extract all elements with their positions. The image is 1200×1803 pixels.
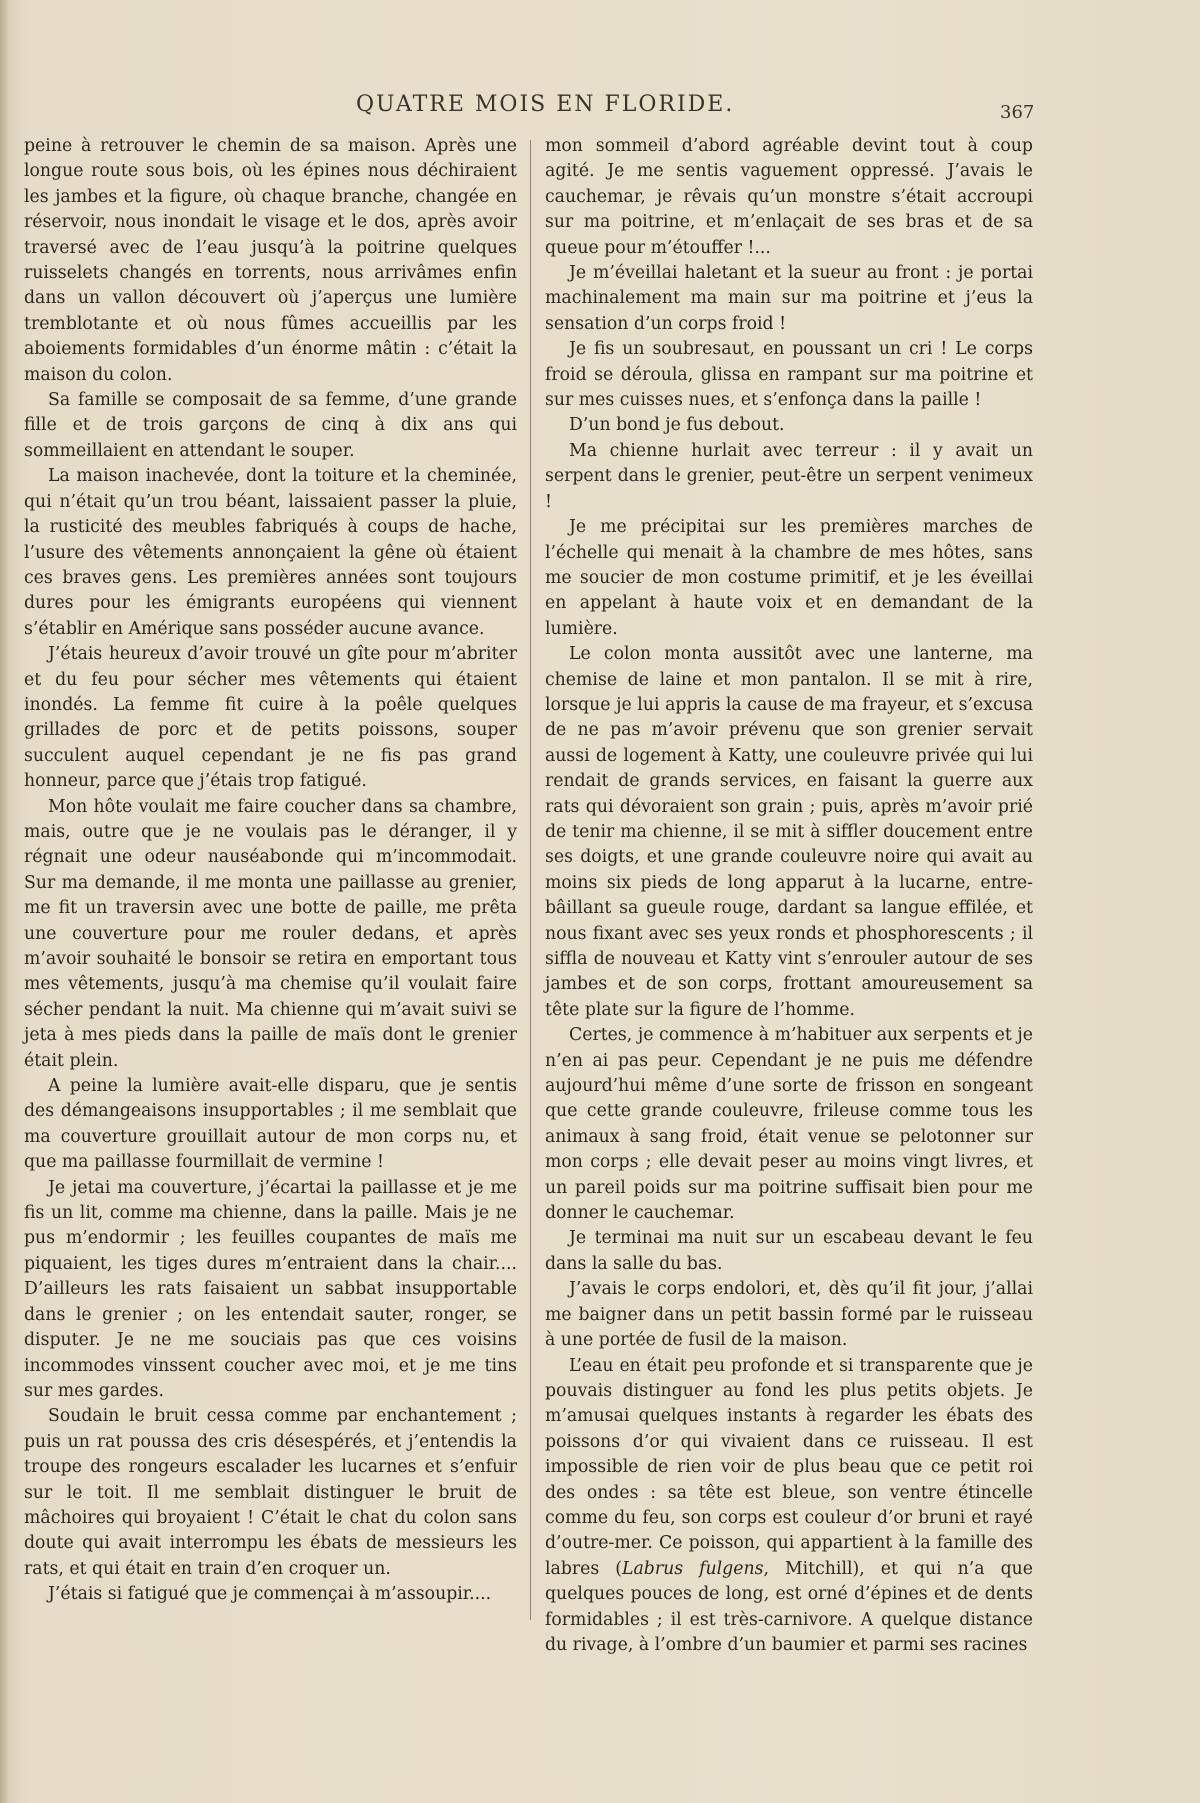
- paragraph: D’un bond je fus debout.: [569, 415, 785, 436]
- paragraph: La maison inachevée, dont la toiture et la cheminée, qui n’était qu’un trou béant, laissaient passer la pluie, la rusticité des meubles fabriqués à coups de hache, l’usure des vêtements annonçaient la gêne où étaient ces braves gens. Les premières années sont toujours dures pour les émigrants européens qui viennent s’établir en Amérique sans posséder aucune avance.: [24, 466, 517, 639]
- paragraph: Soudain le bruit cessa comme par enchantement ; puis un rat poussa des cris désespérés, et j’entendis la troupe des rongeurs escalader les lucarnes et s’enfuir sur le toit. Il me semblait distinguer le bruit de mâchoires qui broyaient ! C’était le chat du colon sans doute qui avait interrompu les ébats de messieurs les rats, et qui était en train d’en croquer un.: [24, 1406, 517, 1579]
- right-column: [545, 134, 1033, 1658]
- page-number: 367: [1000, 102, 1035, 123]
- paragraph: J’étais heureux d’avoir trouvé un gîte pour m’abriter et du feu pour sécher mes vêtements qui étaient inondés. La femme fit cuire à la poêle quelques grillades de porc et de petits poissons, souper succulent auquel cependant je ne fis pas grand honneur, parce que j’étais trop fatigué.: [24, 644, 517, 792]
- text-run: L’eau en était peu profonde et si transparente que je pouvais distinguer au fond les plus petits objets. Je m’amusai quelques instants à regarder les ébats des poissons d’or qui vivaient dans ce ruisseau. Il est impossible de rien voir de plus beau que ce petit roi des ondes : sa tête est bleue, son ventre étincelle comme du feu, son corps est couleur d’or bruni et rayé d’outre-mer. Ce poisson, qui appartient à la famille des labres (: [545, 1355, 1033, 1579]
- paragraph: Ma chienne hurlait avec terreur : il y avait un serpent dans le grenier, peut-être un serpent venimeux !: [545, 440, 1033, 512]
- paragraph: J’avais le corps endolori, et, dès qu’il fit jour, j’allai me baigner dans un petit bassin formé par le ruisseau à une portée de fusil de la maison.: [545, 1279, 1033, 1351]
- paragraph: Je jetai ma couverture, j’écartai la paillasse et je me fis un lit, comme ma chienne, dans la paille. Mais je ne pus m’endormir ; les feuilles coupantes de maïs me piquaient, les tiges dures m’entraient dans la chair.... D’ailleurs les rats faisaient un sabbat insupportable dans le grenier ; on les entendait sauter, ronger, se disputer. Je ne me souciais pas que ces voisins incommodes vinssent coucher avec moi, et je me tins sur mes gardes.: [24, 1177, 517, 1401]
- paragraph: Je m’éveillai haletant et la sueur au front : je portai machinalement ma main sur ma poitrine et j’eus la sensation d’un corps froid !: [545, 263, 1033, 334]
- paragraph: peine à retrouver le chemin de sa maison. Après une longue route sous bois, où les épines nous déchiraient les jambes et la figure, où chaque branche, changée en réservoir, nous inondait le visage et le dos, après avoir traversé avec de l’eau jusqu’à la poitrine quelques ruisselets changés en torrents, nous arrivâmes enfin dans un vallon découvert où j’aperçus une lumière tremblotante et où nous fûmes accueillis par les aboiements formidables d’un énorme mâtin : c’était la maison du colon.: [24, 136, 517, 385]
- paragraph: Le colon monta aussitôt avec une lanterne, ma chemise de laine et mon pantalon. Il se mit à rire, lorsque je lui appris la cause de ma frayeur, et s’excusa de ne pas m’avoir prévenu que son grenier servait aussi de logement à Katty, une couleuvre privée qui lui rendait de grands services, en faisant la guerre aux rats qui dévoraient son grain ; puis, après m’avoir prié de tenir ma chienne, il se mit à siffler doucement entre ses doigts, et une grande couleuvre noire qui avait au moins six pieds de long apparut à la lucarne, entre-bâillant sa gueule rouge, dardant sa langue effilée, et nous fixant avec ses yeux ronds et phosphorescents ; il siffla de nouveau et Katty vint s’enrouler autour de ses jambes et de son corps, frottant amoureusement sa tête plate sur la figure de l’homme.: [545, 644, 1033, 1020]
- page-spine-edge: [0, 0, 8, 1803]
- column-divider: [530, 140, 531, 1620]
- paragraph: A peine la lumière avait-elle disparu, que je sentis des démangeaisons insupportables ; il me semblait que ma couverture grouillait autour de mon corps nu, et que ma paillasse fourmillait de vermine !: [24, 1076, 517, 1173]
- paragraph: Je terminai ma nuit sur un escabeau devant le feu dans la salle du bas.: [545, 1228, 1033, 1274]
- paragraph: J’étais si fatigué que je commençai à m’assoupir....: [48, 1584, 492, 1605]
- paragraph: Je fis un soubresaut, en poussant un cri ! Le corps froid se déroula, glissa en rampant sur ma poitrine et sur mes cuisses nues, et s’enfonça dans la paille !: [545, 339, 1033, 411]
- paragraph: Certes, je commence à m’habituer aux serpents et je n’en ai pas peur. Cependant je ne puis me défendre aujourd’hui même d’une sorte de frisson en songeant que cette grande couleuvre, frileuse comme tous les animaux à sang froid, était venue se pelotonner sur mon corps ; elle devait peser au moins vingt livres, et un pareil poids sur ma poitrine suffisait bien pour me donner le cauchemar.: [545, 1025, 1033, 1224]
- paragraph: mon sommeil d’abord agréable devint tout à coup agité. Je me sentis vaguement oppressé. J’avais le cauchemar, je rêvais qu’un monstre s’était accroupi sur ma poitrine, et m’enlaçait de ses bras et de sa queue pour m’étouffer !...: [545, 136, 1033, 258]
- running-title: QUATRE MOIS EN FLORIDE.: [356, 92, 735, 117]
- paragraph: Mon hôte voulait me faire coucher dans sa chambre, mais, outre que je ne voulais pas le déranger, il y régnait une odeur nauséabonde qui m’incommodait. Sur ma demande, il me monta une paillasse au grenier, me fit un traversin avec une botte de paille, me prêta une couverture pour me rouler dedans, et après m’avoir souhaité le bonsoir se retira en emportant tous mes vêtements, jusqu’à ma chemise qu’il voulait faire sécher pendant la nuit. Ma chienne qui m’avait suivi se jeta à mes pieds dans la paille de maïs dont le grenier était plein.: [24, 796, 517, 1071]
- paragraph: Sa famille se composait de sa femme, d’une grande fille et de trois garçons de cinq à dix ans qui sommeillaient en attendant le souper.: [24, 390, 517, 461]
- paragraph: Je me précipitai sur les premières marches de l’échelle qui menait à la chambre de mes hôtes, sans me soucier de mon costume primitif, et je les éveillai en appelant à haute voix et en demandant de la lumière.: [545, 517, 1033, 639]
- text-run: , Mitchill), et qui n’a que quelques pouces de long, est orné d’épines et de dents formidables ; il est très-carnivore. A quelque distance du rivage, à l’ombre d’un baumier et parmi ses racines: [545, 1558, 1033, 1655]
- paragraph-last: [545, 1354, 1033, 1659]
- species-name: Labrus fulgens: [622, 1558, 764, 1579]
- left-column: [24, 134, 517, 1608]
- running-head: [0, 92, 1200, 122]
